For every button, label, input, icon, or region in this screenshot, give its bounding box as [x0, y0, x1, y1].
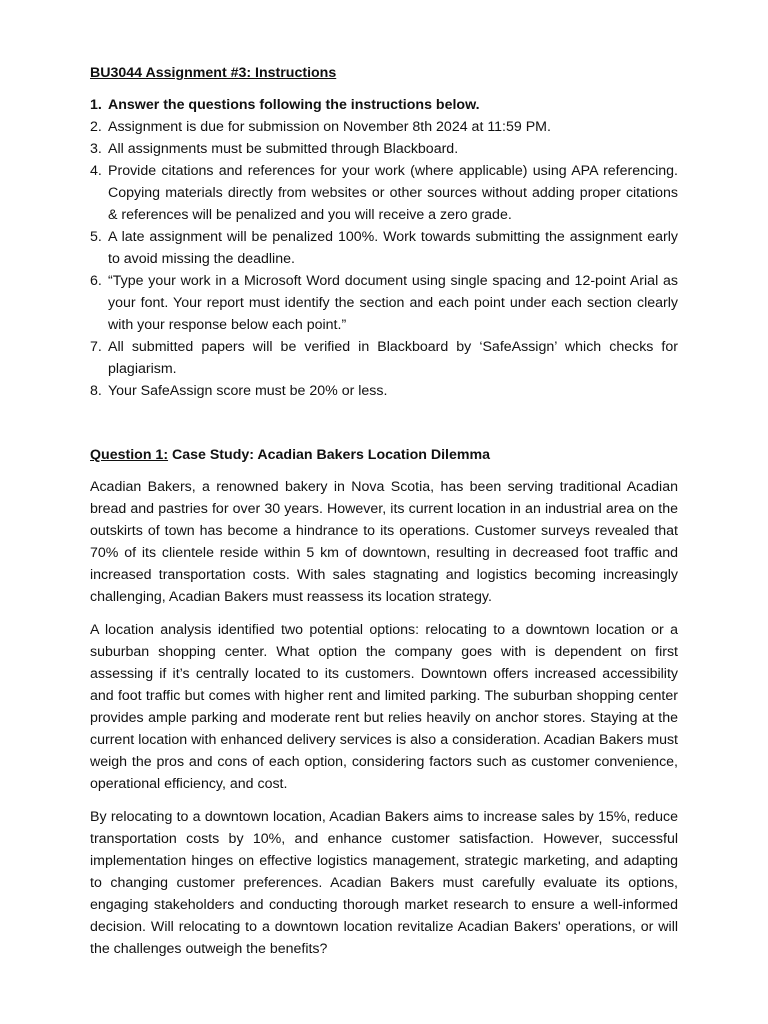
document-page [90, 62, 678, 971]
instruction-text: Your SafeAssign score must be 20% or less. [108, 383, 388, 399]
instruction-item [90, 138, 678, 160]
instruction-item [90, 226, 678, 270]
instruction-text: A late assignment will be penalized 100%. Work towards submitting the assignment early to avoid missing the deadline. [108, 229, 678, 267]
instruction-text: “Type your work in a Microsoft Word document using single spacing and 12-point Arial as your font. Your report must identify the section and each point under each section clearly with your response below each point.” [108, 273, 678, 333]
instruction-text: Provide citations and references for your work (where applicable) using APA referencing. Copying materials directly from websites or other sources without adding proper citations & references will be penalized and you will receive a zero grade. [108, 163, 678, 223]
instruction-text: All submitted papers will be verified in Blackboard by ‘SafeAssign’ which checks for plagiarism. [108, 339, 678, 377]
instruction-item [90, 270, 678, 336]
instruction-number: 3. [90, 141, 102, 157]
instruction-item [90, 116, 678, 138]
instruction-text: Answer the questions following the instructions below. [108, 97, 480, 113]
instructions-list [90, 94, 678, 402]
question-1-label: Question 1: [90, 447, 169, 463]
question-1-title: Case Study: Acadian Bakers Location Dilemma [168, 447, 490, 463]
case-study-paragraph-1: Acadian Bakers, a renowned bakery in Nova Scotia, has been serving traditional Acadian bread and pastries for over 30 years. However, its current location in an industrial area on the outskirts of town has become a hindrance to its operations. Customer surveys revealed that 70% of its clientele reside within 5 km of downtown, resulting in decreased foot traffic and increased transportation costs. With sales stagnating and logistics becoming increasingly challenging, Acadian Bakers must reassess its location strategy. [90, 479, 678, 605]
instruction-number: 7. [90, 339, 102, 355]
instruction-text: Assignment is due for submission on November 8th 2024 at 11:59 PM. [108, 119, 551, 135]
case-study-paragraph-3: By relocating to a downtown location, Acadian Bakers aims to increase sales by 15%, reduce transportation costs by 10%, and enhance customer satisfaction. However, successful implementation hinges on effective logistics management, strategic marketing, and adapting to changing customer preferences. Acadian Bakers must carefully evaluate its options, engaging stakeholders and conducting thorough market research to ensure a well-informed decision. Will relocating to a downtown location revitalize Acadian Bakers' operations, or will the challenges outweigh the benefits? [90, 809, 678, 957]
instruction-item [90, 380, 678, 402]
instruction-item [90, 94, 678, 116]
instruction-number: 8. [90, 383, 102, 399]
instruction-number: 4. [90, 163, 102, 179]
question-1-heading [90, 444, 678, 466]
instruction-number: 5. [90, 229, 102, 245]
instruction-number: 6. [90, 273, 102, 289]
instruction-item [90, 336, 678, 380]
instruction-number: 2. [90, 119, 102, 135]
document-title: BU3044 Assignment #3: Instructions [90, 65, 337, 81]
case-study-paragraph-2: A location analysis identified two potential options: relocating to a downtown location or a suburban shopping center. What option the company goes with is dependent on first assessing if it’s centrally located to its customers. Downtown offers increased accessibility and foot traffic but comes with higher rent and limited parking. The suburban shopping center provides ample parking and moderate rent but relies heavily on anchor stores. Staying at the current location with enhanced delivery services is also a consideration. Acadian Bakers must weigh the pros and cons of each option, considering factors such as customer convenience, operational efficiency, and cost. [90, 622, 678, 792]
instruction-item [90, 160, 678, 226]
instruction-text: All assignments must be submitted through Blackboard. [108, 141, 459, 157]
instruction-number: 1. [90, 97, 102, 113]
